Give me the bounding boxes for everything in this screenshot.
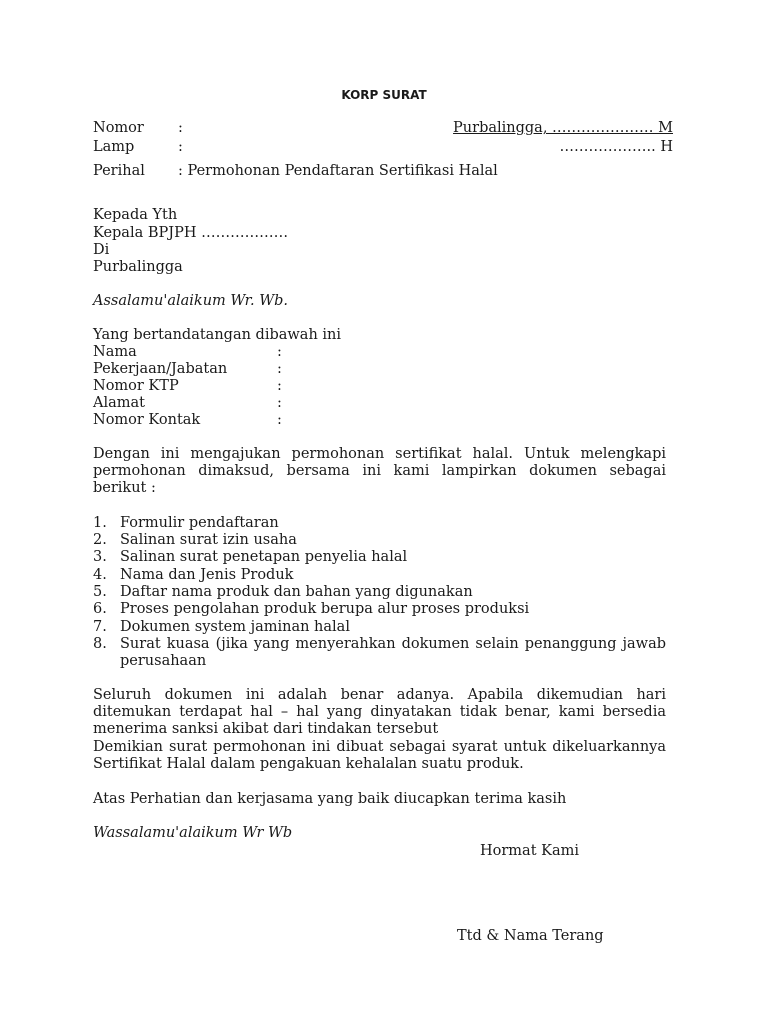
list-item: Proses pengolahan produk berupa alur proses produksi bbox=[120, 601, 530, 617]
paragraph-closing-statement: Demikian surat permohonan ini dibuat sebagai syarat untuk dikeluarkannya Sertifikat Halal dalam pengakuan kehalalan suatu produk. bbox=[93, 739, 666, 772]
signature-line: Ttd & Nama Terang bbox=[457, 928, 604, 944]
list-item: Salinan surat penetapan penyelia halal bbox=[120, 549, 408, 565]
perihal-label: Perihal bbox=[93, 163, 145, 179]
field-label-nama: Nama bbox=[93, 344, 137, 360]
lamp-label: Lamp bbox=[93, 139, 135, 155]
list-number: 3. bbox=[93, 549, 107, 565]
closing-regards: Hormat Kami bbox=[480, 843, 580, 859]
paragraph-thanks: Atas Perhatian dan kerjasama yang baik diucapkan terima kasih bbox=[93, 791, 567, 807]
list-number: 1. bbox=[93, 515, 107, 531]
list-number: 7. bbox=[93, 619, 107, 635]
letter-heading: KORP SURAT bbox=[341, 88, 427, 102]
recipient-line-3: Di bbox=[93, 242, 110, 258]
field-label-ktp: Nomor KTP bbox=[93, 378, 179, 394]
perihal-value: : Permohonan Pendaftaran Sertifikasi Halal bbox=[178, 163, 498, 179]
list-item: Formulir pendaftaran bbox=[120, 515, 279, 531]
hijri-date: ……………….. H bbox=[559, 139, 673, 155]
salutation: Assalamu'alaikum Wr. Wb. bbox=[93, 293, 289, 309]
list-item: Salinan surat izin usaha bbox=[120, 532, 297, 548]
field-colon: : bbox=[277, 361, 282, 377]
field-colon: : bbox=[277, 395, 282, 411]
field-colon: : bbox=[277, 412, 282, 428]
field-label-pekerjaan: Pekerjaan/Jabatan bbox=[93, 361, 228, 377]
place-date: Purbalingga, ………………… M bbox=[453, 120, 673, 136]
list-item: Surat kuasa (jika yang menyerahkan dokumen selain penanggung jawab perusahaan bbox=[120, 636, 666, 669]
field-label-kontak: Nomor Kontak bbox=[93, 412, 201, 428]
signatory-intro: Yang bertandatangan dibawah ini bbox=[93, 327, 342, 343]
list-item: Dokumen system jaminan halal bbox=[120, 619, 350, 635]
field-label-alamat: Alamat bbox=[93, 395, 145, 411]
field-colon: : bbox=[277, 344, 282, 360]
list-item: Daftar nama produk dan bahan yang digunakan bbox=[120, 584, 473, 600]
lamp-colon: : bbox=[178, 139, 183, 155]
recipient-line-2: Kepala BPJPH ……………… bbox=[93, 225, 289, 241]
list-item: Nama dan Jenis Produk bbox=[120, 567, 294, 583]
recipient-line-1: Kepada Yth bbox=[93, 207, 178, 223]
list-number: 5. bbox=[93, 584, 107, 600]
list-number: 4. bbox=[93, 567, 107, 583]
list-number: 6. bbox=[93, 601, 107, 617]
nomor-colon: : bbox=[178, 120, 183, 136]
list-number: 2. bbox=[93, 532, 107, 548]
paragraph-statement: Seluruh dokumen ini adalah benar adanya. Apabila dikemudian hari ditemukan terdapat hal – hal yang dinyatakan tidak benar, kami bersedia menerima sanksi akibat dari tindakan tersebut bbox=[93, 687, 666, 737]
paragraph-intro: Dengan ini mengajukan permohonan sertifikat halal. Untuk melengkapi permohonan dimaksud, bersama ini kami lampirkan dokumen sebagai berikut : bbox=[93, 446, 666, 496]
list-number: 8. bbox=[93, 636, 107, 652]
closing-greeting: Wassalamu'alaikum Wr Wb bbox=[93, 825, 293, 841]
nomor-label: Nomor bbox=[93, 120, 144, 136]
recipient-line-4: Purbalingga bbox=[93, 259, 183, 275]
field-colon: : bbox=[277, 378, 282, 394]
